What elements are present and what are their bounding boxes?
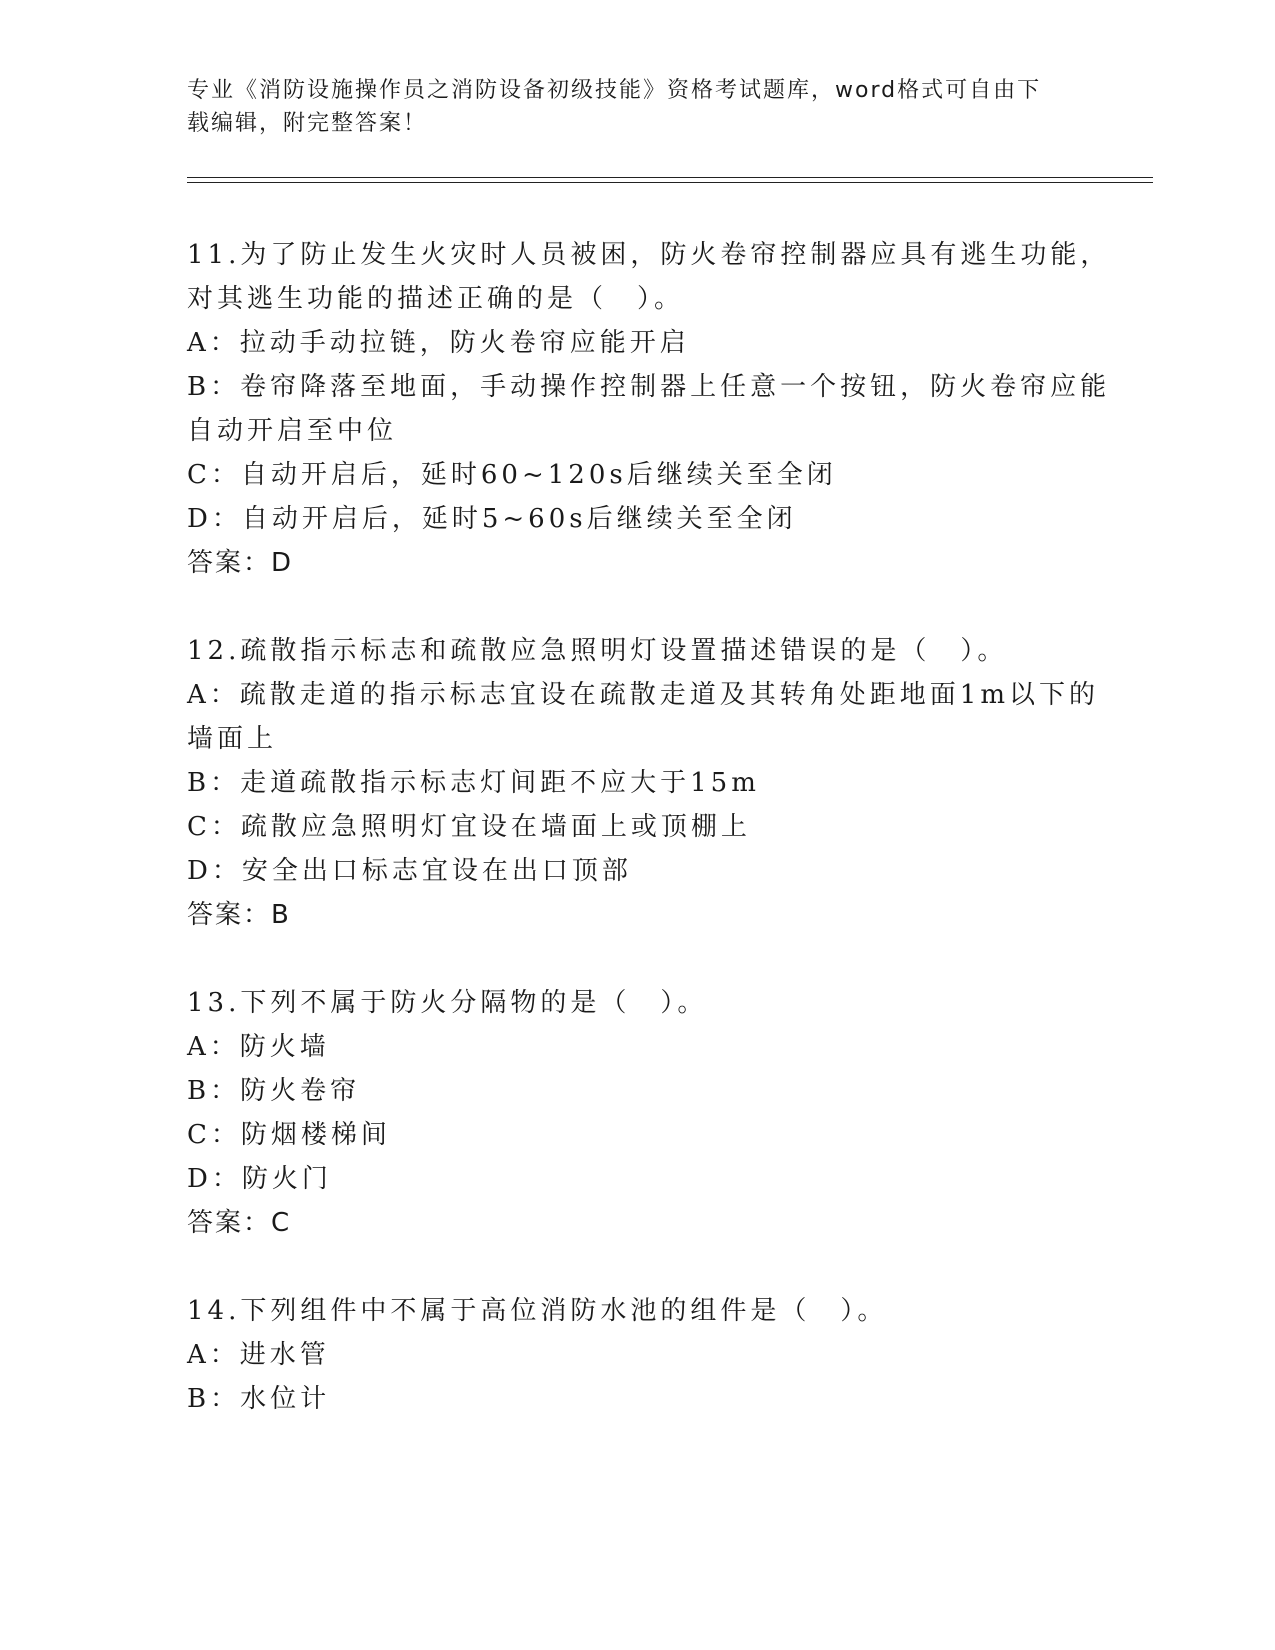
question-13-option-a: A：防火墙 [187,1032,330,1062]
question-11-option-a: A：拉动手动拉链，防火卷帘应能开启 [187,328,690,358]
header-line-1: 专业《消防设施操作员之消防设备初级技能》资格考试题库，word格式可自由下 [187,78,1042,103]
question-12-option-c: C：疏散应急照明灯宜设在墙面上或顶棚上 [187,812,751,842]
question-14-option-b: B：水位计 [187,1384,331,1414]
question-11-option-d: D：自动开启后，延时5~60s后继续关至全闭 [187,504,797,534]
question-12-option-a-line-1: A：疏散走道的指示标志宜设在疏散走道及其转角处距地面1m以下的 [187,680,1099,710]
question-11-stem-line-1: 11.为了防止发生火灾时人员被困，防火卷帘控制器应具有逃生功能， [187,240,1111,270]
question-11-option-b-line-1: B：卷帘降落至地面，手动操作控制器上任意一个按钮，防火卷帘应能 [187,372,1111,402]
question-13-option-b: B：防火卷帘 [187,1076,361,1106]
question-12-stem-line-1: 12.疏散指示标志和疏散应急照明灯设置描述错误的是（ ）。 [187,636,1008,666]
question-12-option-b: B：走道疏散指示标志灯间距不应大于15m [187,768,760,798]
question-13-option-d: D：防火门 [187,1164,332,1194]
header-rule-top [187,177,1153,178]
question-12-option-d: D：安全出口标志宜设在出口顶部 [187,856,632,886]
question-14-stem-line-1: 14.下列组件中不属于高位消防水池的组件是（ ）。 [187,1296,888,1326]
header-line-2: 载编辑，附完整答案！ [187,111,428,136]
question-11-stem-line-2: 对其逃生功能的描述正确的是（ ）。 [187,284,685,314]
question-11-answer: 答案：D [187,548,294,578]
question-14-option-a: A：进水管 [187,1340,330,1370]
question-12-answer: 答案：B [187,900,291,930]
header-rule-bottom [187,182,1153,183]
question-12-option-a-line-2: 墙面上 [187,724,278,754]
question-11-option-b-line-2: 自动开启至中位 [187,416,398,446]
question-13-answer: 答案：C [187,1208,292,1238]
question-11-option-c: C：自动开启后，延时60~120s后继续关至全闭 [187,460,837,490]
question-13-option-c: C：防烟楼梯间 [187,1120,391,1150]
document-header [187,74,1067,140]
question-13-stem-line-1: 13.下列不属于防火分隔物的是（ ）。 [187,988,708,1018]
